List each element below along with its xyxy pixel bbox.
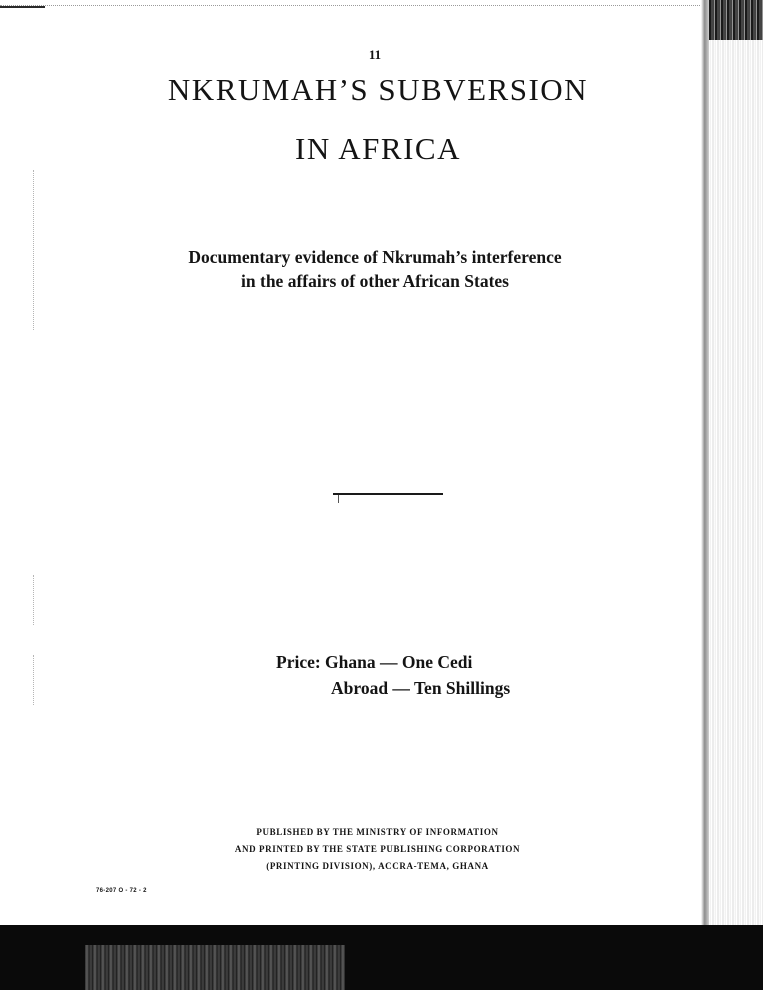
section-divider bbox=[333, 493, 443, 495]
scan-bottom-texture bbox=[85, 945, 345, 990]
document-title-line-2: IN AFRICA bbox=[295, 131, 461, 166]
document-subtitle-line-1: Documentary evidence of Nkrumah’s interference bbox=[188, 247, 562, 267]
scan-top-rule bbox=[0, 5, 700, 7]
document-title-line-1: NKRUMAH’S SUBVERSION bbox=[167, 72, 589, 107]
scan-left-speckle bbox=[33, 575, 35, 625]
price-ghana: Price: Ghana — One Cedi bbox=[276, 652, 473, 672]
scan-binding-corner bbox=[709, 0, 763, 40]
page-number: 11 bbox=[368, 47, 382, 62]
scan-bottom-band bbox=[0, 925, 763, 990]
imprint-line-3: (PRINTING DIVISION), ACCRA-TEMA, GHANA bbox=[266, 861, 489, 871]
imprint-line-1: PUBLISHED BY THE MINISTRY OF INFORMATION bbox=[256, 827, 499, 837]
divider-tick-mark bbox=[338, 495, 339, 503]
scan-left-speckle bbox=[33, 655, 35, 705]
price-abroad: Abroad — Ten Shillings bbox=[331, 678, 511, 698]
document-subtitle-line-2: in the affairs of other African States bbox=[241, 271, 509, 291]
print-code: 76-207 O - 72 - 2 bbox=[96, 888, 147, 894]
scan-top-rule-mark bbox=[0, 6, 45, 8]
imprint-line-2: AND PRINTED BY THE STATE PUBLISHING CORPORATION bbox=[234, 844, 521, 854]
